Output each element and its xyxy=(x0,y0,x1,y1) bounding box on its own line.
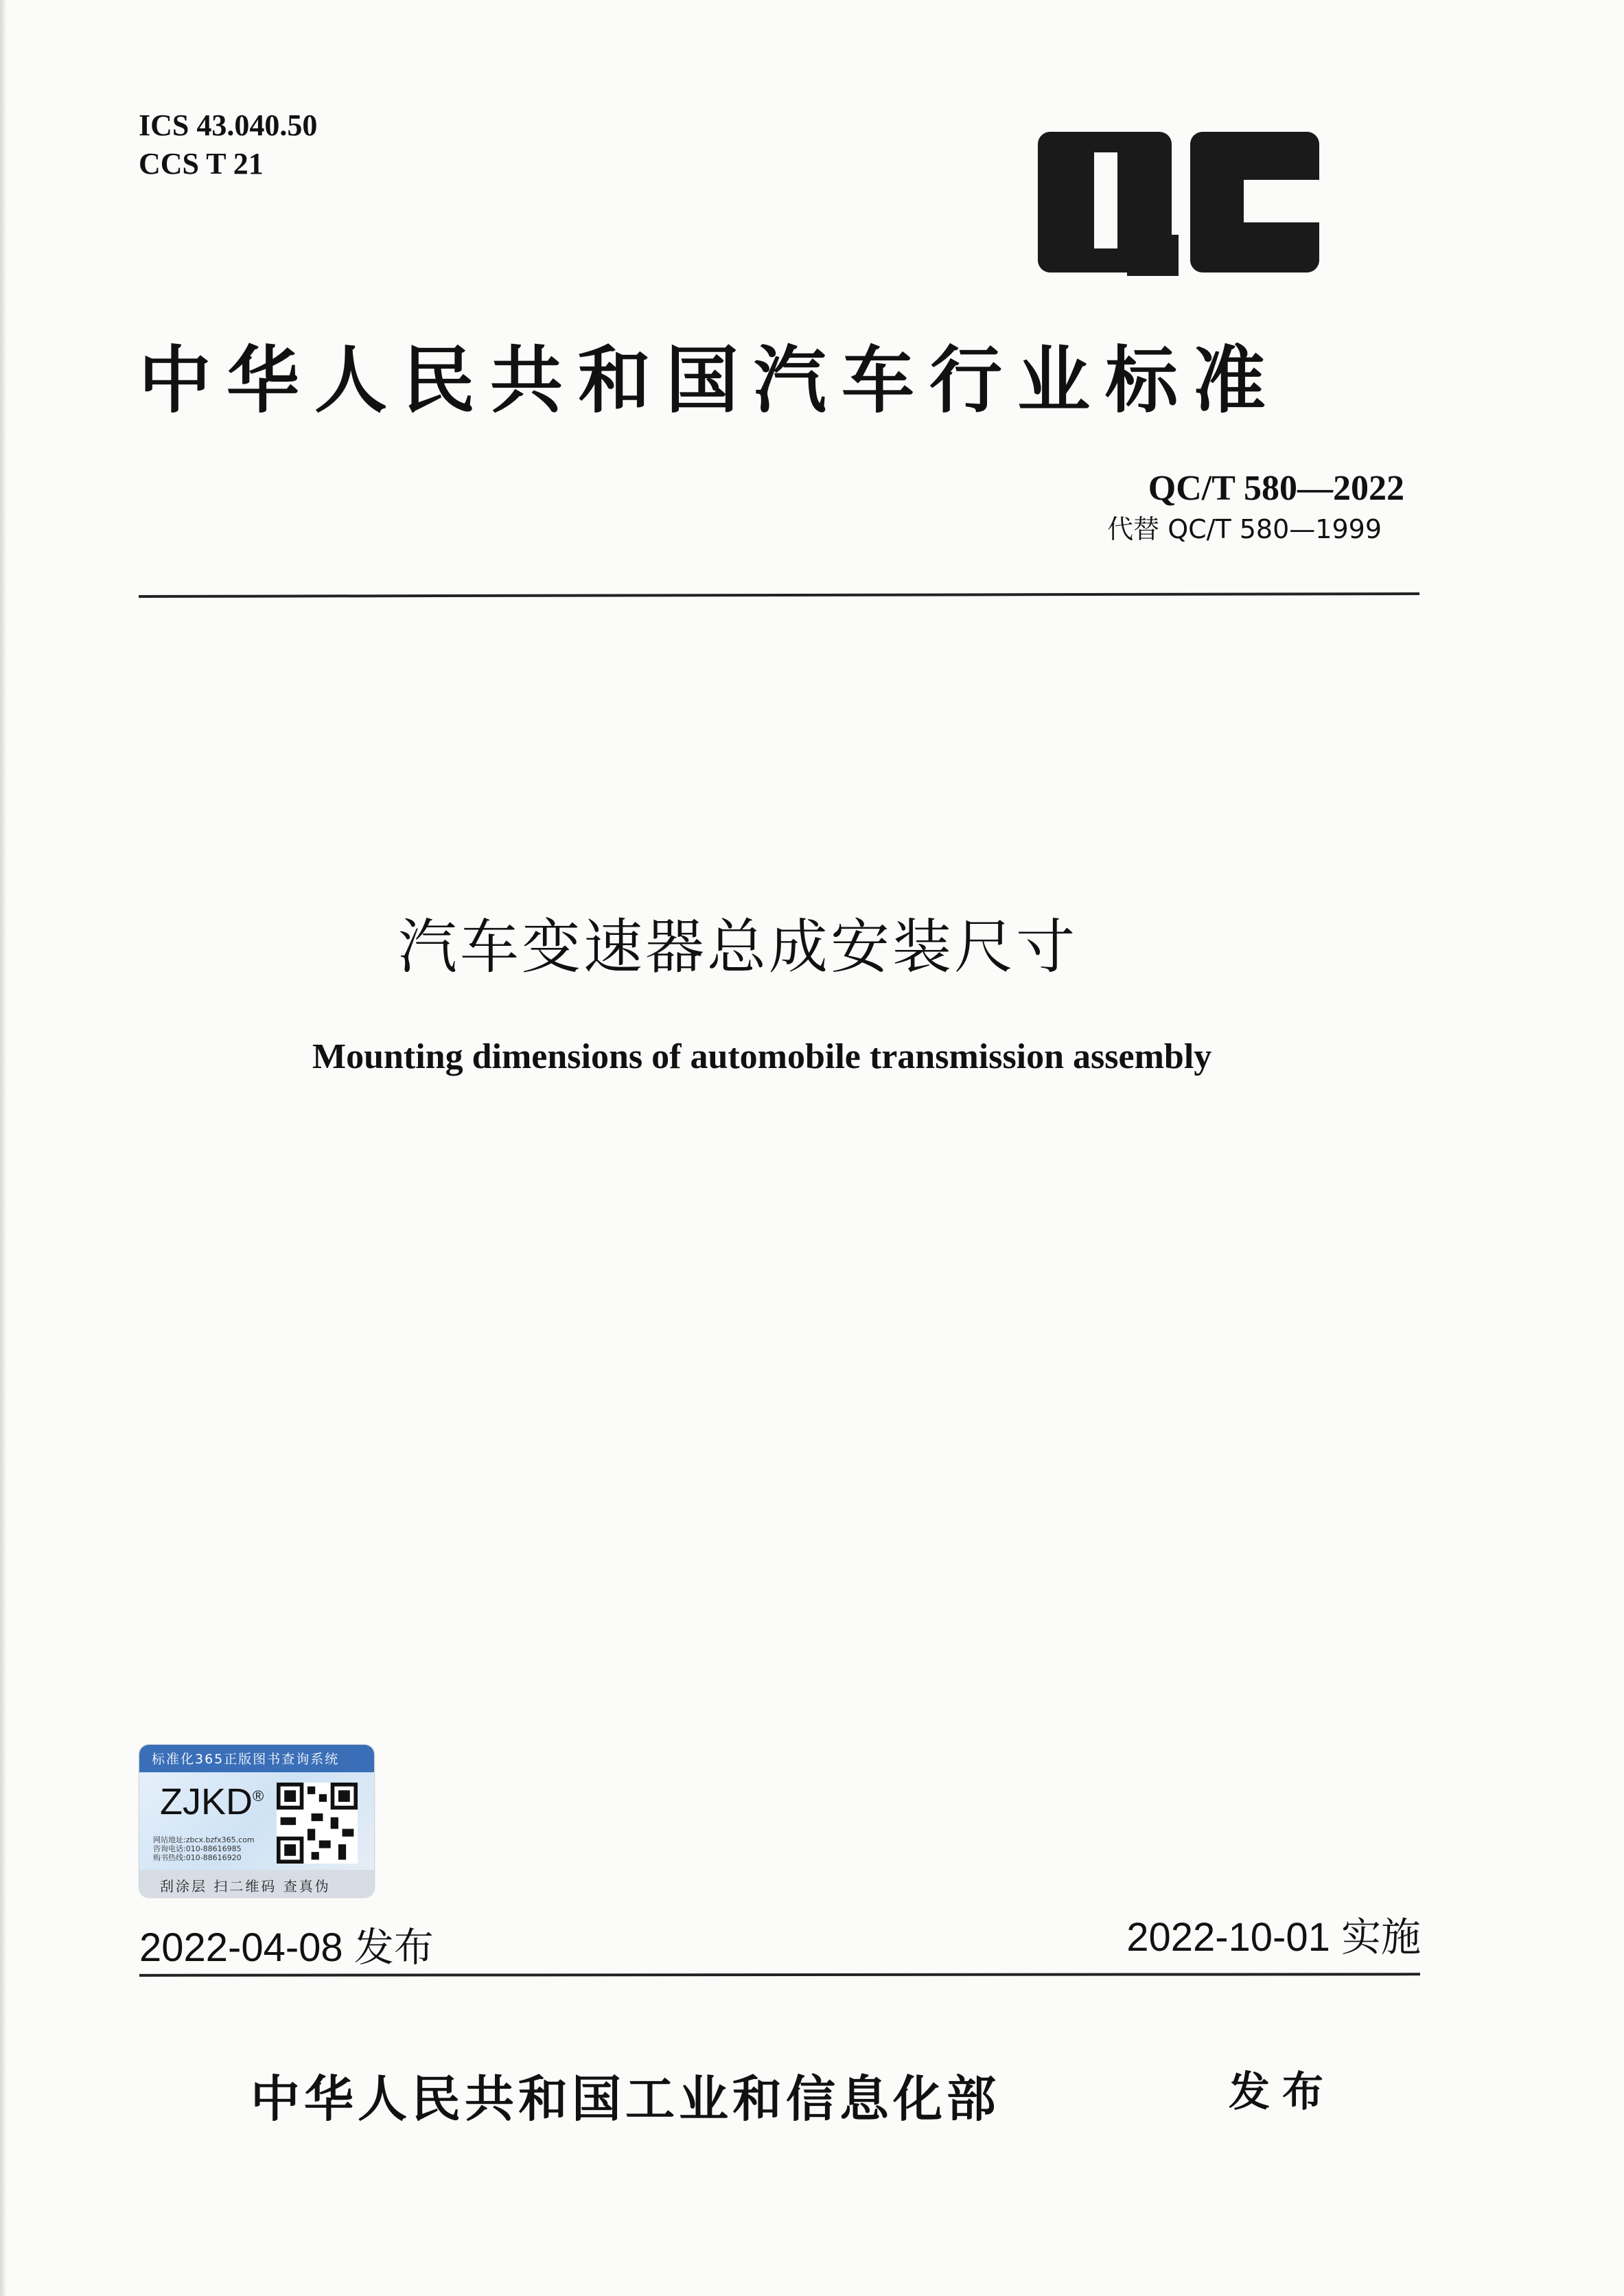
ccs-code: CCS T 21 xyxy=(139,147,264,181)
issuing-authority: 中华人民共和国工业和信息化部 xyxy=(251,2069,1001,2128)
sticker-brand: ZJKD® xyxy=(160,1781,264,1822)
publish-date: 2022-04-08 发布 xyxy=(139,1925,434,1970)
page-edge-shadow xyxy=(0,0,7,2296)
implement-date: 2022-10-01 实施 xyxy=(1126,1915,1421,1960)
sticker-footer-text: 刮涂层 扫二维码 查真伪 xyxy=(160,1878,331,1894)
ics-code: ICS 43.040.50 xyxy=(139,108,318,142)
sticker-contact-lines: 网站地址:zbcx.bzfx365.com 咨询电话:010-88616985 购书热线:010-88616920 xyxy=(153,1835,255,1862)
anti-counterfeit-sticker xyxy=(139,1745,374,1897)
document-title-english: Mounting dimensions of automobile transmission assembly xyxy=(312,1037,1212,1076)
replaces-standard: 代替 QC/T 580—1999 xyxy=(1107,514,1382,544)
issue-label: 发布 xyxy=(1229,2068,1336,2116)
sticker-band-text: 标准化365正版图书查询系统 xyxy=(152,1752,340,1767)
qc-logo xyxy=(1038,132,1319,276)
standard-number: QC/T 580—2022 xyxy=(1148,469,1404,508)
document-title-chinese: 汽车变速器总成安装尺寸 xyxy=(398,913,1078,982)
header-divider xyxy=(139,592,1419,598)
qr-code-icon xyxy=(277,1783,358,1864)
classification-codes xyxy=(139,106,317,183)
organization-title: 中华人民共和国汽车行业标准 xyxy=(139,337,1281,423)
footer-divider xyxy=(139,1973,1420,1977)
